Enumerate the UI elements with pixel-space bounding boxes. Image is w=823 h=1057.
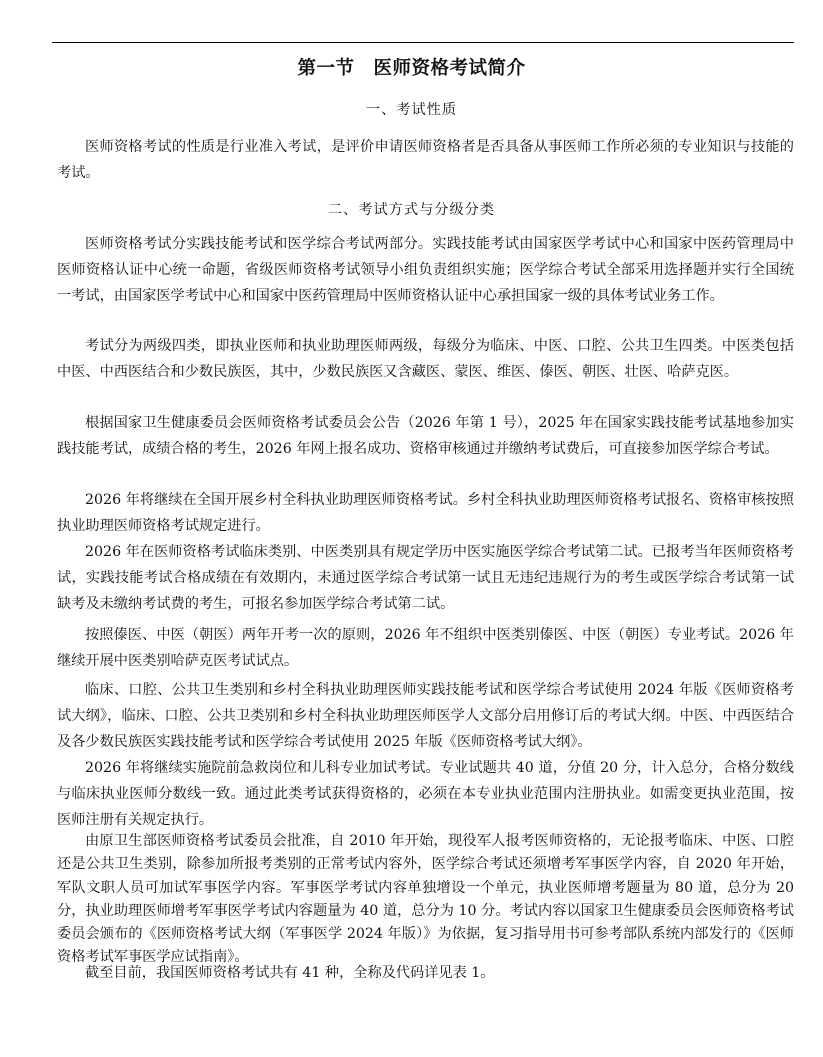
header-rule bbox=[52, 42, 794, 43]
paragraph-exam-parts: 医师资格考试分实践技能考试和医学综合考试两部分。实践技能考试由国家医学考试中心和国家中医药管理局中医师资格认证中心统一命题，省级医师资格考试领导小组负责组织实施；医学综合考试全部采用选择题并实行全国统一考试，由国家医学考试中心和国家中医药管理局中医师资格认证中心承担国家一级的具体考试业务工作。 bbox=[57, 236, 794, 304]
heading-exam-nature: 一、考试性质 bbox=[365, 102, 458, 118]
paragraph-total-types: 截至目前，我国医师资格考试共有 41 种，全称及代码详见表 1。 bbox=[85, 965, 495, 981]
paragraph-military-medicine: 由原卫生部医师资格考试委员会批准，自 2010 年开始，现役军人报考医师资格的，无论报考临床、中医、口腔还是公共卫生类别，除参加所报考类别的正常考试内容外，医学综合考试还须增考军事医学内容，自 2020 年开始，军队文职人员可加试军事医学内容。军事医学考试内容单独增设一个单元，执业医师增考题量为 80 道，总分为 20 分，执业助理医师增考军事医学考试内容题量为 40 道，总分为 10 分。考试内容以国家卫生健康委员会医师资格考试委员会颁布的《医师资格考试大纲（军事医学 2024 年版）》为依据，复习指导用书可参考部队系统内部发行的《医师资格考试军事医学应试指南》。 bbox=[57, 833, 794, 966]
paragraph-second-exam: 2026 年在医师资格考试临床类别、中医类别具有规定学历中医实施医学综合考试第二试。已报考当年医师资格考试，实践技能考试合格成绩在有效期内，未通过医学综合考试第一试且无违纪违规行为的考生或医学综合考试第一试缺考及未缴纳考试费的考生，可报名参加医学综合考试第二试。 bbox=[57, 544, 794, 612]
paragraph-additional-test: 2026 年将继续实施院前急救岗位和儿科专业加试考试。专业试题共 40 道，分值 20 分，计入总分，合格分数线与临床执业医师分数线一致。通过此类考试获得资格的，必须在本专业执业范围内注册执业。如需变更执业范围，按医师注册有关规定执行。 bbox=[57, 760, 794, 828]
paragraph-rural-general: 2026 年将继续在全国开展乡村全科执业助理医师资格考试。乡村全科执业助理医师资格考试报名、资格审核按照执业助理医师资格考试规定进行。 bbox=[57, 492, 794, 534]
paragraph-exam-nature: 医师资格考试的性质是行业准入考试，是评价申请医师资格者是否具备从事医师工作所必须的专业知识与技能的考试。 bbox=[57, 139, 794, 181]
heading-exam-method: 二、考试方式与分级分类 bbox=[327, 202, 496, 218]
paragraph-exam-levels: 考试分为两级四类，即执业医师和执业助理医师两级，每级分为临床、中医、口腔、公共卫生四类。中医类包括中医、中西医结合和少数民族医，其中，少数民族医又含藏医、蒙医、维医、傣医、朝医、壮医、哈萨克医。 bbox=[57, 338, 794, 380]
paragraph-dai-korean: 按照傣医、中医（朝医）两年开考一次的原则，2026 年不组织中医类别傣医、中医（朝医）专业考试。2026 年继续开展中医类别哈萨克医考试试点。 bbox=[57, 627, 794, 669]
section-title: 第一节 医师资格考试简介 bbox=[297, 58, 526, 79]
paragraph-syllabus: 临床、口腔、公共卫生类别和乡村全科执业助理医师实践技能考试和医学综合考试使用 2024 年版《医师资格考试大纲》，临床、口腔、公共卫类别和乡村全科执业助理医师医学人文部分启用修订后的考试大纲。中医、中西医结合及各少数民族医实践技能考试和医学综合考试使用 2025 年版《医师资格考试大纲》。 bbox=[57, 682, 794, 750]
paragraph-announcement: 根据国家卫生健康委员会医师资格考试委员会公告（2026 年第 1 号），2025 年在国家实践技能考试基地参加实践技能考试，成绩合格的考生，2026 年网上报名成功、资格审核通过并缴纳考试费后，可直接参加医学综合考试。 bbox=[57, 415, 794, 457]
